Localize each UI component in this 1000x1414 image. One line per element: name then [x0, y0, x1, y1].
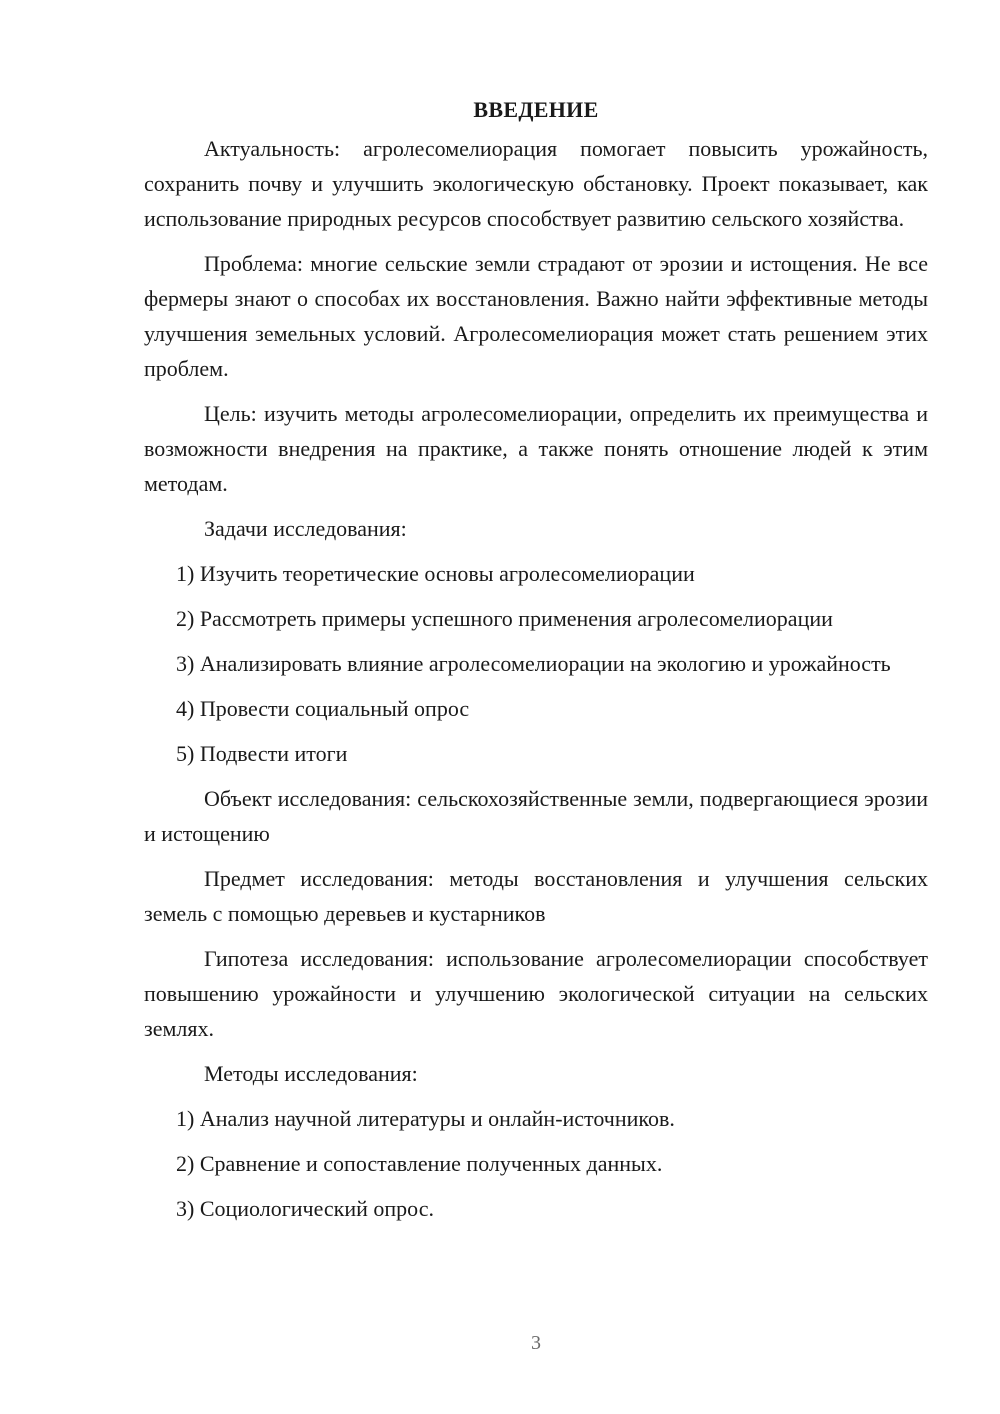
- method-item: 1) Анализ научной литературы и онлайн-источников.: [176, 1106, 675, 1131]
- document-title: ВВЕДЕНИЕ: [473, 97, 599, 122]
- method-item: 2) Сравнение и сопоставление полученных данных.: [176, 1151, 663, 1176]
- method-item: 3) Социологический опрос.: [176, 1196, 434, 1221]
- problem-paragraph: Проблема: многие сельские земли страдают от эрозии и истощения. Не все фермеры знают о способах их восстановления. Важно найти эффективные методы улучшения земельных условий. Агролесомелиорация может стать решением этих проблем.: [144, 251, 928, 381]
- goal-paragraph: Цель: изучить методы агролесомелиорации, определить их преимущества и возможности внедрения на практике, а также понять отношение людей к этим методам.: [144, 401, 928, 496]
- task-item: 5) Подвести итоги: [176, 741, 348, 766]
- task-item: 2) Рассмотреть примеры успешного применения агролесомелиорации: [176, 606, 833, 631]
- task-item: 4) Провести социальный опрос: [176, 696, 470, 721]
- subject-paragraph: Предмет исследования: методы восстановления и улучшения сельских земель с помощью деревьев и кустарников: [144, 866, 928, 926]
- hypothesis-paragraph: Гипотеза исследования: использование агролесомелиорации способствует повышению урожайности и улучшению экологической ситуации на сельских землях.: [144, 946, 928, 1041]
- task-item: 3) Анализировать влияние агролесомелиорации на экологию и урожайность: [176, 651, 891, 676]
- task-item: 1) Изучить теоретические основы агролесомелиорации: [176, 561, 695, 586]
- tasks-heading: Задачи исследования:: [204, 516, 407, 541]
- relevance-paragraph: Актуальность: агролесомелиорация помогает повысить урожайность, сохранить почву и улучшить экологическую обстановку. Проект показывает, как использование природных ресурсов способствует развитию сельского хозяйства.: [144, 136, 928, 231]
- object-paragraph: Объект исследования: сельскохозяйственные земли, подвергающиеся эрозии и истощению: [144, 786, 928, 846]
- page-number: 3: [531, 1332, 541, 1354]
- document-page: [144, 92, 928, 1236]
- methods-heading: Методы исследования:: [204, 1061, 418, 1086]
